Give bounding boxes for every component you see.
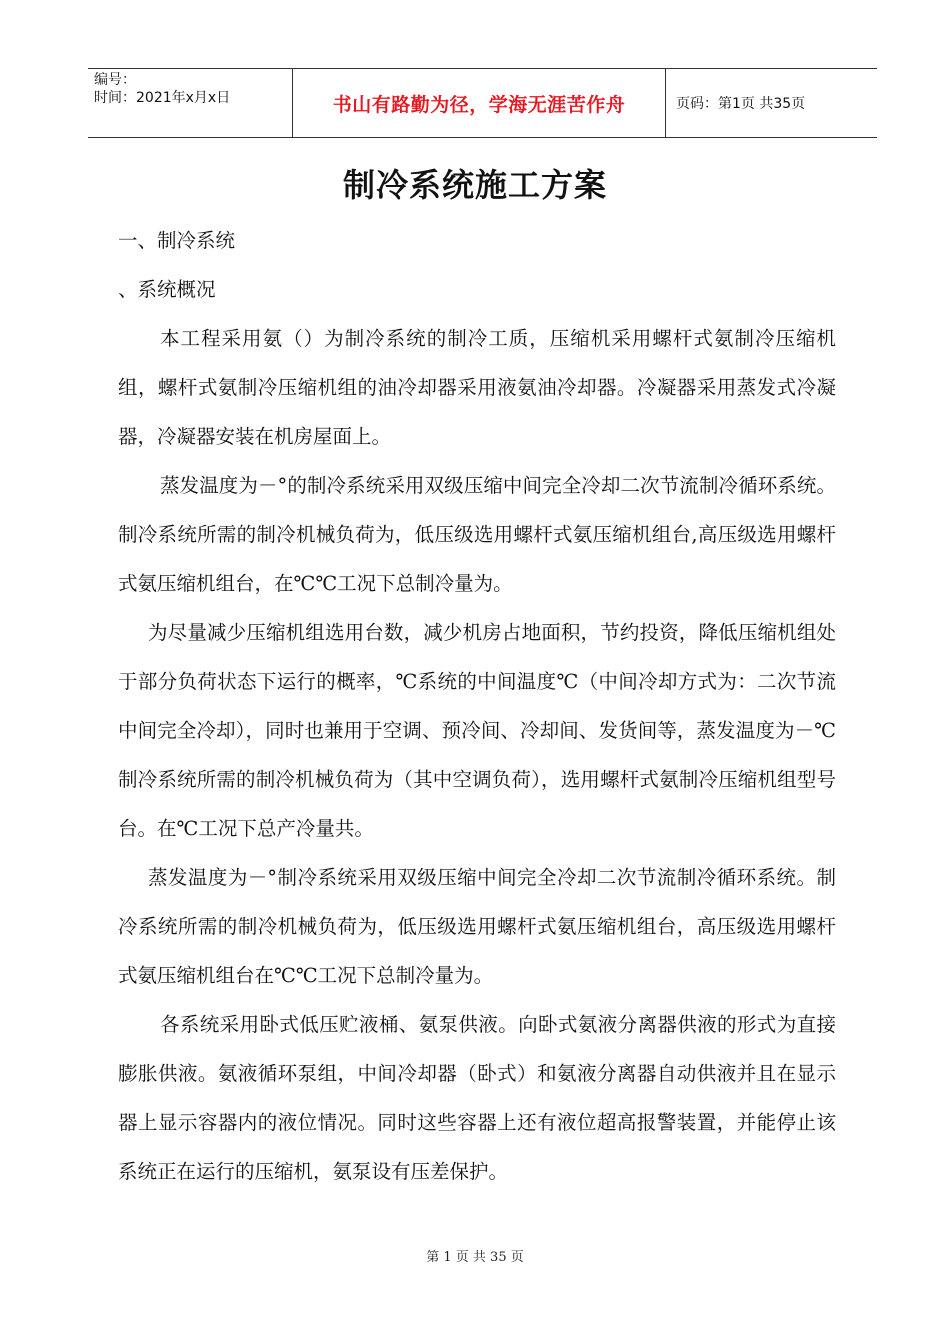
document-body — [118, 216, 836, 1196]
page-footer: 第 1 页 共 35 页 — [426, 1250, 524, 1265]
subsection-heading: 、系统概况 — [118, 278, 216, 301]
header-page-info: 页码：第1页 共35页 — [676, 96, 806, 112]
body-paragraph: 蒸发温度为－°制冷系统采用双级压缩中间完全冷却二次节流制冷循环系统。制冷系统所需的制冷机械负荷为，低压级选用螺杆式氨压缩机组台，高压级选用螺杆式氨压缩机组台在℃℃工况下总制冷量为。 — [118, 866, 836, 987]
page-header — [88, 68, 877, 138]
serial-number-label: 编号： — [94, 72, 136, 88]
header-meta — [88, 69, 293, 137]
date-label: 时间：2021年x月x日 — [94, 90, 231, 106]
body-paragraph: 本工程采用氨（）为制冷系统的制冷工质，压缩机采用螺杆式氨制冷压缩机组，螺杆式氨制冷压缩机组的油冷却器采用液氨油冷却器。冷凝器采用蒸发式冷凝器，冷凝器安装在机房屋面上。 — [118, 327, 836, 448]
body-paragraph: 各系统采用卧式低压贮液桶、氨泵供液。向卧式氨液分离器供液的形式为直接膨胀供液。氨液循环泵组，中间冷却器（卧式）和氨液分离器自动供液并且在显示器上显示容器内的液位情况。同时这些容器上还有液位超高报警装置，并能停止该系统正在运行的压缩机，氨泵设有压差保护。 — [118, 1013, 836, 1183]
document-title: 制冷系统施工方案 — [342, 166, 607, 204]
header-motto: 书山有路勤为径，学海无涯苦作舟 — [293, 69, 666, 137]
body-paragraph: 蒸发温度为－°的制冷系统采用双级压缩中间完全冷却二次节流制冷循环系统。制冷系统所需的制冷机械负荷为，低压级选用螺杆式氨压缩机组台,高压级选用螺杆式氨压缩机组台，在℃℃工况下总制冷量为。 — [118, 474, 836, 595]
section-heading: 一、制冷系统 — [118, 229, 236, 252]
body-paragraph: 为尽量减少压缩机组选用台数，减少机房占地面积，节约投资，降低压缩机组处于部分负荷状态下运行的概率，℃系统的中间温度℃（中间冷却方式为：二次节流中间完全冷却），同时也兼用于空调、预冷间、冷却间、发货间等，蒸发温度为－℃制冷系统所需的制冷机械负荷为（其中空调负荷），选用螺杆式氨制冷压缩机组型号台。在℃工况下总产冷量共。 — [118, 621, 836, 840]
